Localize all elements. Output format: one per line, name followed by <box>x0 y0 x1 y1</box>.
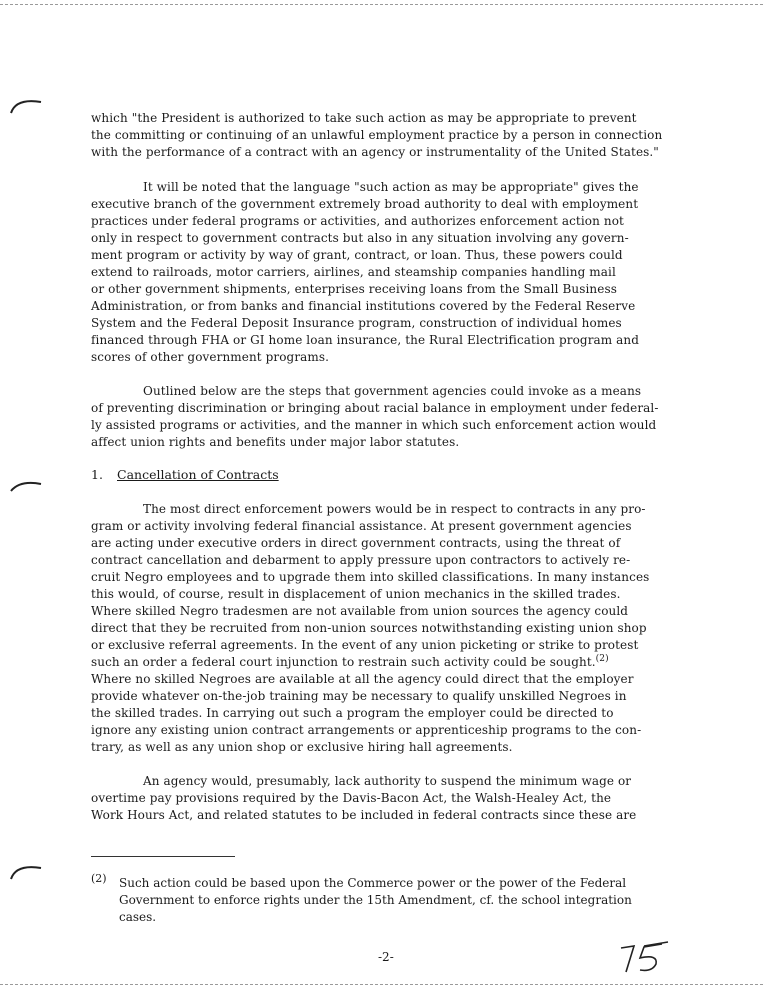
handwritten-number-75 <box>618 940 672 974</box>
scan-corner-mark-1 <box>8 94 44 116</box>
text-line: this would, of course, result in displacement of union mechanics in the skilled trades. <box>91 587 621 601</box>
text-line: financed through FHA or GI home loan insurance, the Rural Electrification program and <box>91 333 640 347</box>
text-line: are acting under executive orders in direct government contracts, using the threat of <box>91 536 621 550</box>
text-line: ly assisted programs or activities, and the manner in which such enforcement action would <box>91 418 657 432</box>
footnote-marker: (2) <box>91 872 107 885</box>
scan-corner-mark-2 <box>8 474 44 496</box>
text-line: Where skilled Negro tradesmen are not available from union sources the agency could <box>91 604 629 618</box>
text-line: executive branch of the government extremely broad authority to deal with employment <box>91 197 639 211</box>
text-line: scores of other government programs. <box>91 350 330 364</box>
text-fragment: such an order a federal court injunction to restrain such activity could be sought. <box>91 655 596 669</box>
section-heading: Cancellation of Contracts <box>117 467 279 482</box>
text-line: the skilled trades. In carrying out such a program the employer could be directed to <box>91 706 614 720</box>
text-line: extend to railroads, motor carriers, airlines, and steamship companies handling mail <box>91 265 616 279</box>
text-line: ment program or activity by way of grant, contract, or loan. Thus, these powers could <box>91 248 623 262</box>
text-line: contract cancellation and debarment to apply pressure upon contractors to actively re- <box>91 553 631 567</box>
section-number: 1. <box>91 467 103 482</box>
text-line: Administration, or from banks and financial institutions covered by the Federal Reserve <box>91 299 636 313</box>
text-line: or other government shipments, enterprises receiving loans from the Small Business <box>91 282 617 296</box>
paragraph-outlined-steps <box>91 383 711 451</box>
footnote-line: Government to enforce rights under the 15th Amendment, cf. the school integration <box>119 893 632 907</box>
text-line: System and the Federal Deposit Insurance program, construction of individual homes <box>91 316 622 330</box>
text-line: Outlined below are the steps that government agencies could invoke as a means <box>143 384 642 398</box>
footnote-text <box>119 875 719 926</box>
text-line: only in respect to government contracts but also in any situation involving any govern- <box>91 231 629 245</box>
paragraph-minimum-wage <box>91 773 711 824</box>
text-line: overtime pay provisions required by the Davis-Bacon Act, the Walsh-Healey Act, the <box>91 791 612 805</box>
opening-paragraph <box>91 110 711 161</box>
paragraph-enforcement-powers <box>91 501 711 756</box>
text-line: which "the President is authorized to take such action as may be appropriate to prevent <box>91 111 637 125</box>
text-line: It will be noted that the language "such action as may be appropriate" gives the <box>143 180 639 194</box>
text-line: gram or activity involving federal financial assistance. At present government agencies <box>91 519 632 533</box>
text-line: ignore any existing union contract arrangements or apprenticeship programs to the con- <box>91 723 642 737</box>
text-line-with-footnote <box>91 654 711 671</box>
text-line: cruit Negro employees and to upgrade them into skilled classifications. In many instances <box>91 570 650 584</box>
text-line: of preventing discrimination or bringing about racial balance in employment under federal- <box>91 401 659 415</box>
text-line: direct that they be recruited from non-union sources notwithstanding existing union shop <box>91 621 647 635</box>
text-line: the committing or continuing of an unlawful employment practice by a person in connection <box>91 128 663 142</box>
scan-dashed-border-top <box>0 4 763 5</box>
page-number: -2- <box>378 950 394 964</box>
footnote-line: cases. <box>119 910 157 924</box>
scan-corner-mark-3 <box>8 860 44 882</box>
text-line: or exclusive referral agreements. In the event of any union picketing or strike to protest <box>91 638 639 652</box>
text-line: An agency would, presumably, lack authority to suspend the minimum wage or <box>143 774 632 788</box>
text-line: The most direct enforcement powers would be in respect to contracts in any pro- <box>143 502 646 516</box>
footnote-reference: (2) <box>595 654 609 664</box>
text-line: trary, as well as any union shop or exclusive hiring hall agreements. <box>91 740 513 754</box>
paragraph-language-authority <box>91 179 711 366</box>
text-line: affect union rights and benefits under major labor statutes. <box>91 435 460 449</box>
text-line: Work Hours Act, and related statutes to be included in federal contracts since these are <box>91 808 637 822</box>
footnote-divider <box>91 856 235 857</box>
footnote-line: Such action could be based upon the Commerce power or the power of the Federal <box>119 876 627 890</box>
text-line: practices under federal programs or activities, and authorizes enforcement action not <box>91 214 624 228</box>
text-line: provide whatever on-the-job training may be necessary to qualify unskilled Negroes in <box>91 689 627 703</box>
text-line: Where no skilled Negroes are available at all the agency could direct that the employer <box>91 672 634 686</box>
text-line: with the performance of a contract with an agency or instrumentality of the United States." <box>91 145 659 159</box>
scan-dashed-border-bottom <box>0 984 763 985</box>
